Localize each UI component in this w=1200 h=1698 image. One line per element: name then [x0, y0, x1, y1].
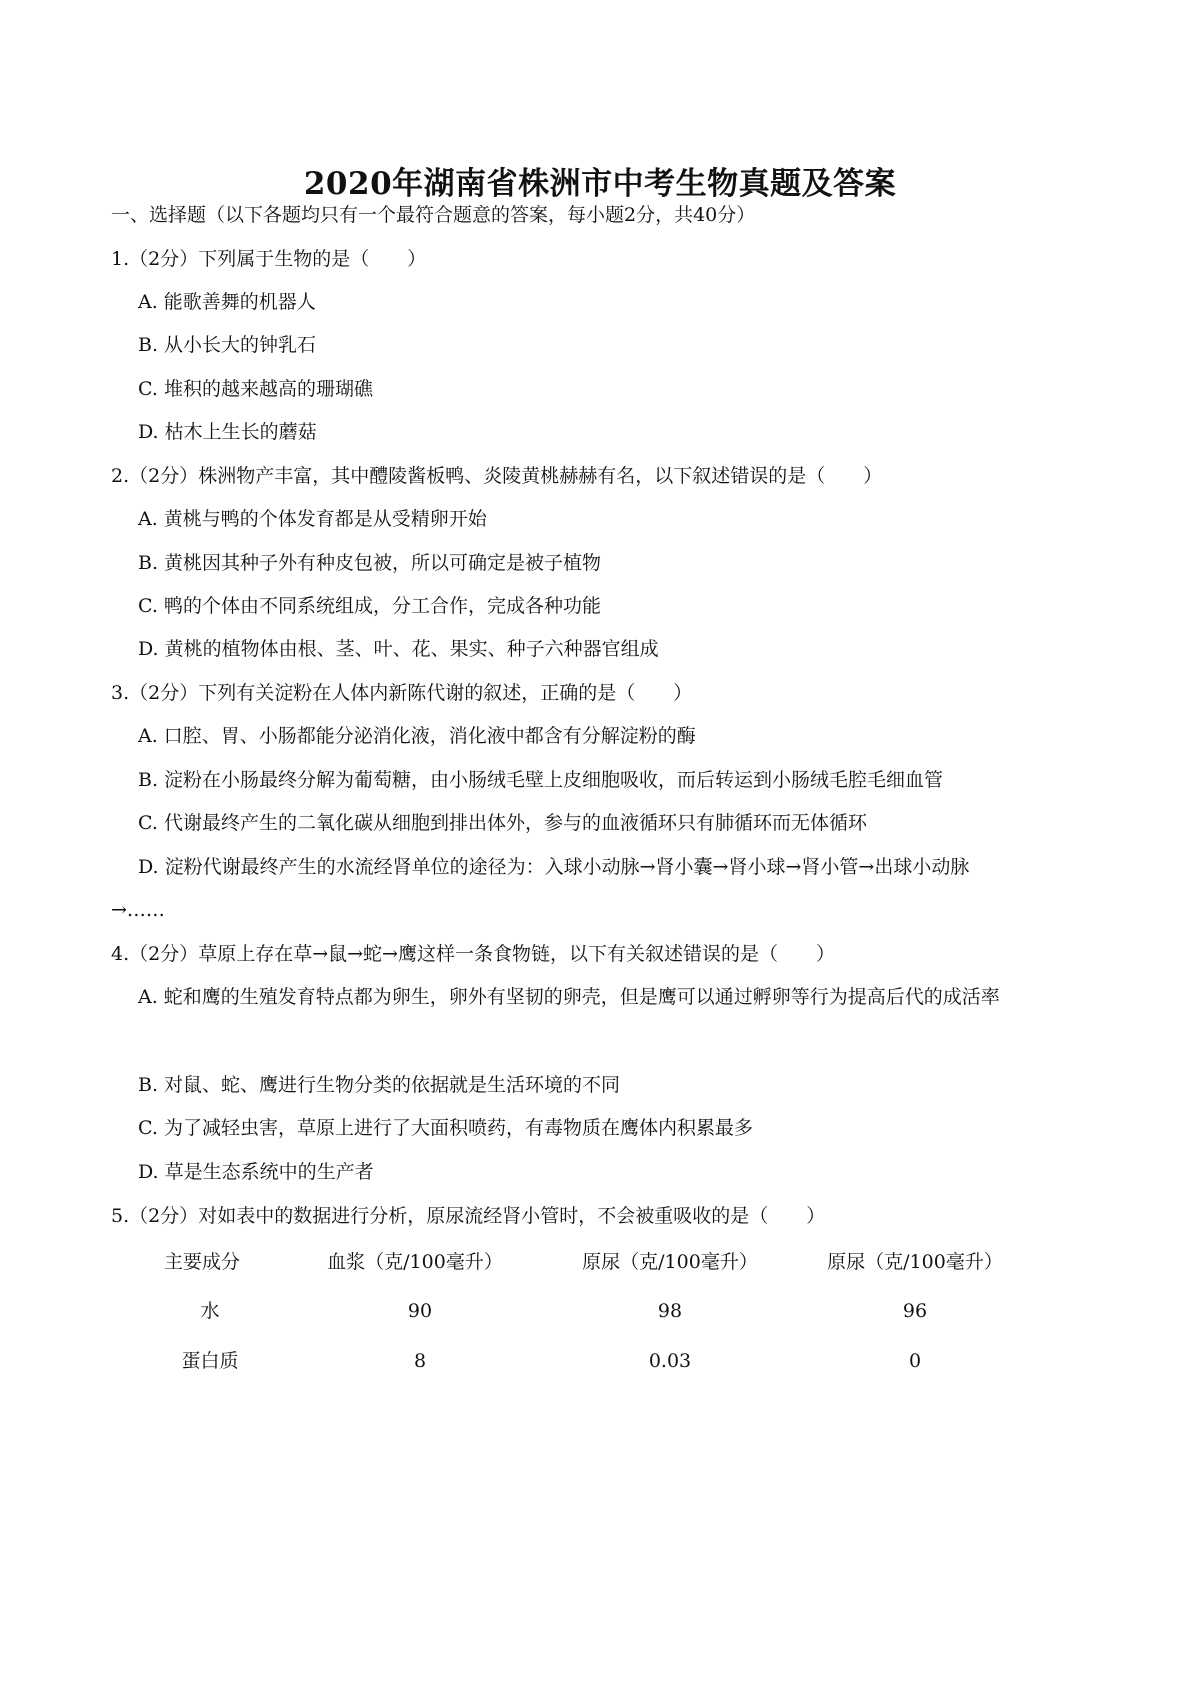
table-header-primary-urine: 原尿（克/100毫升）	[582, 1251, 758, 1273]
question-4-option-b: B. 对鼠、蛇、鹰进行生物分类的依据就是生活环境的不同	[138, 1074, 621, 1096]
question-3-stem: 3.（2分）下列有关淀粉在人体内新陈代谢的叙述，正确的是（ ）	[111, 682, 693, 704]
table-cell-water-urine: 96	[902, 1300, 928, 1322]
question-3-option-d: D. 淀粉代谢最终产生的水流经肾单位的途径为：入球小动脉→肾小囊→肾小球→肾小管→出球小动脉	[138, 856, 970, 878]
question-1-stem: 1.（2分）下列属于生物的是（ ）	[111, 248, 427, 270]
question-3-option-d-continuation: →……	[111, 899, 165, 921]
question-3-option-b: B. 淀粉在小肠最终分解为葡萄糖，由小肠绒毛壁上皮细胞吸收，而后转运到小肠绒毛腔毛细血管	[138, 769, 944, 791]
table-cell-water-primary-urine: 98	[657, 1300, 683, 1322]
table-header-component: 主要成分	[163, 1251, 240, 1273]
table-cell-water-plasma: 90	[407, 1300, 433, 1322]
question-4-option-d: D. 草是生态系统中的生产者	[138, 1161, 374, 1183]
question-2-option-b: B. 黄桃因其种子外有种皮包被，所以可确定是被子植物	[138, 552, 602, 574]
table-cell-protein-primary-urine: 0.03	[648, 1350, 692, 1372]
question-2-stem: 2.（2分）株洲物产丰富，其中醴陵酱板鸭、炎陵黄桃赫赫有名，以下叙述错误的是（ ）	[111, 465, 883, 487]
table-cell-protein-label: 蛋白质	[181, 1350, 239, 1372]
question-1-option-c: C. 堆积的越来越高的珊瑚礁	[138, 378, 373, 400]
question-5-stem: 5.（2分）对如表中的数据进行分析，原尿流经肾小管时，不会被重吸收的是（ ）	[111, 1205, 826, 1227]
question-4-option-a: A. 蛇和鹰的生殖发育特点都为卵生，卵外有坚韧的卵壳，但是鹰可以通过孵卵等行为提高后代的成活率	[138, 986, 1000, 1008]
question-2-option-d: D. 黄桃的植物体由根、茎、叶、花、果实、种子六种器官组成	[138, 638, 659, 660]
table-header-urine: 原尿（克/100毫升）	[827, 1251, 1003, 1273]
question-1-option-d: D. 枯木上生长的蘑菇	[138, 421, 317, 443]
question-1-option-b: B. 从小长大的钟乳石	[138, 334, 317, 356]
question-4-option-c: C. 为了减轻虫害，草原上进行了大面积喷药，有毒物质在鹰体内积累最多	[138, 1117, 753, 1139]
question-4-stem: 4.（2分）草原上存在草→鼠→蛇→鹰这样一条食物链，以下有关叙述错误的是（ ）	[111, 943, 835, 965]
question-1-option-a: A. 能歌善舞的机器人	[138, 291, 316, 313]
question-3-option-a: A. 口腔、胃、小肠都能分泌消化液，消化液中都含有分解淀粉的酶	[138, 725, 696, 747]
table-header-plasma: 血浆（克/100毫升）	[327, 1251, 503, 1273]
question-2-option-c: C. 鸭的个体由不同系统组成，分工合作，完成各种功能	[138, 595, 601, 617]
table-cell-protein-plasma: 8	[413, 1350, 427, 1372]
table-cell-protein-urine: 0	[908, 1350, 922, 1372]
table-cell-water-label: 水	[200, 1300, 220, 1322]
question-3-option-c: C. 代谢最终产生的二氧化碳从细胞到排出体外，参与的血液循环只有肺循环而无体循环	[138, 812, 867, 834]
document-title: 2020年湖南省株洲市中考生物真题及答案	[303, 166, 897, 202]
question-2-option-a: A. 黄桃与鸭的个体发育都是从受精卵开始	[138, 508, 487, 530]
section-heading: 一、选择题（以下各题均只有一个最符合题意的答案，每小题2分，共40分）	[111, 204, 756, 226]
